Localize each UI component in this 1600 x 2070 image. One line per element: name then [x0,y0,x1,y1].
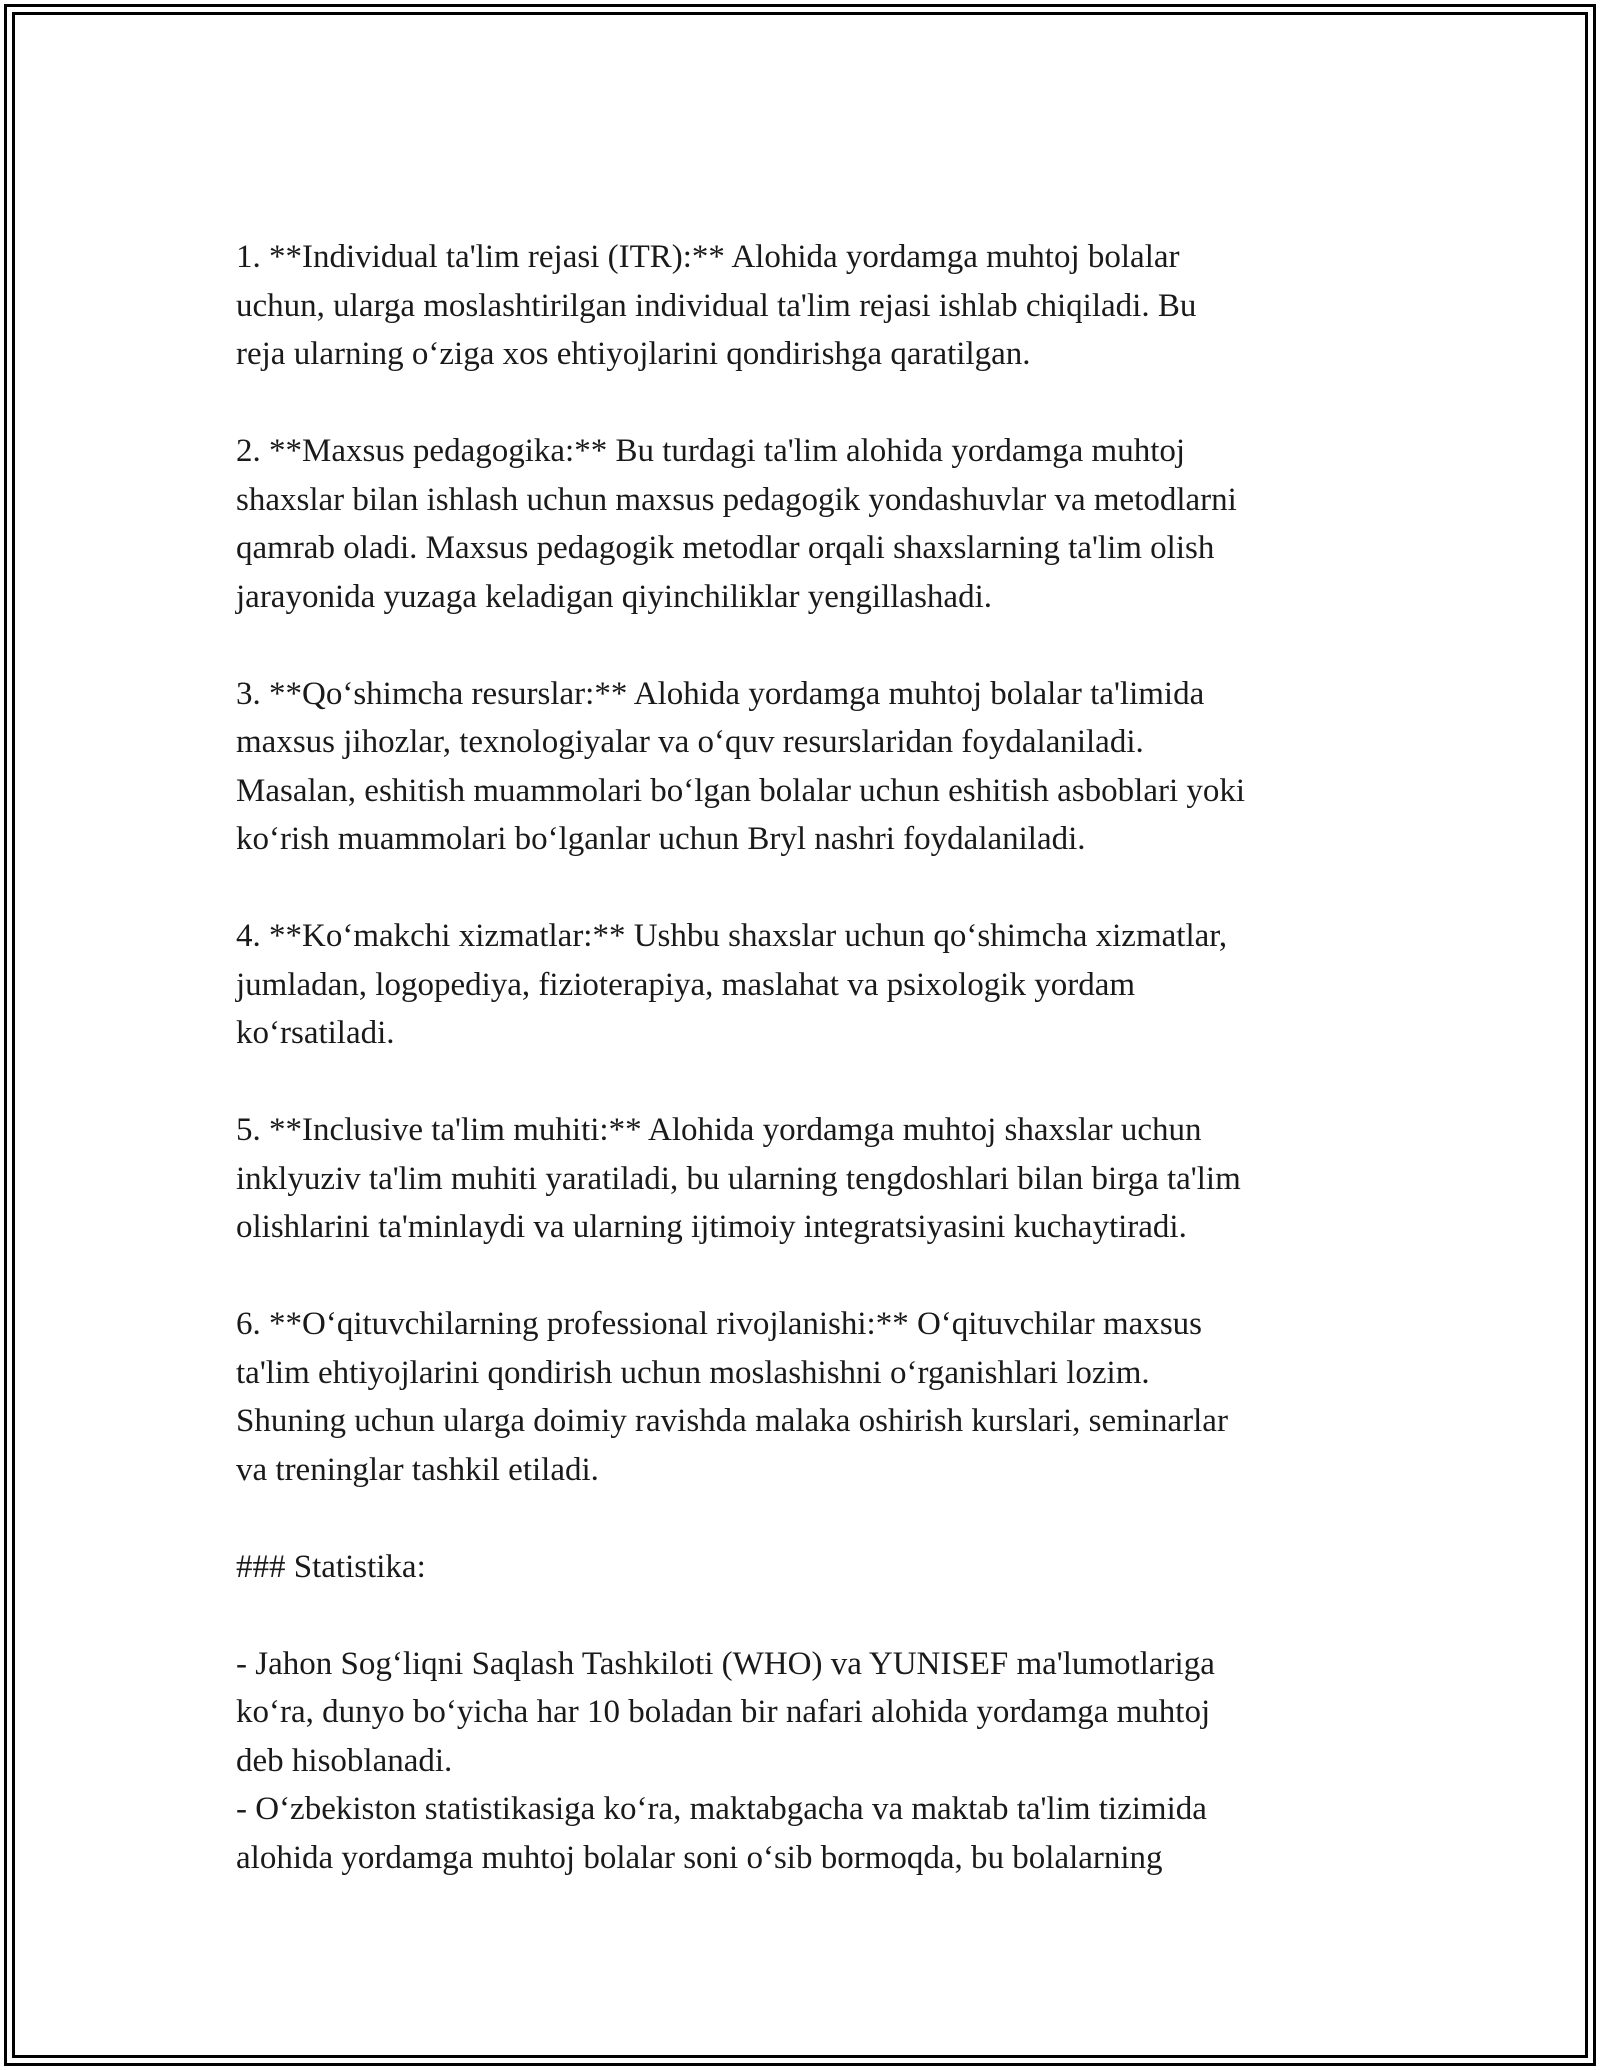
list-item: 1. **Individual ta'lim rejasi (ITR):** Alohida yordamga muhtoj bolalar uchun, ularga moslashtirilgan individual ta'lim rejasi ishlab chiqiladi. Bu reja ularning o‘ziga xos ehtiyojlarini qondirishga qaratilgan. [236,239,1197,372]
list-item: 4. **Ko‘makchi xizmatlar:** Ushbu shaxslar uchun qo‘shimcha xizmatlar, jumladan, logopediya, fizioterapiya, maslahat va psixologik yordam ko‘rsatiladi. [236,918,1228,1051]
list-item: 5. **Inclusive ta'lim muhiti:** Alohida yordamga muhtoj shaxslar uchun inklyuziv ta'lim muhiti yaratiladi, bu ularning tengdoshlari bilan birga ta'lim olishlarini ta'minlaydi va ularning ijtimoiy integratsiyasini kuchaytiradi. [236,1112,1241,1245]
list-item: 3. **Qo‘shimcha resurslar:** Alohida yordamga muhtoj bolalar ta'limida maxsus jihozlar, texnologiyalar va o‘quv resurslaridan foydalaniladi. Masalan, eshitish muammolari bo‘lgan bolalar uchun eshitish asboblari yoki ko‘rish muammolari bo‘lganlar uchun Bryl nashri foydalaniladi. [236,675,1246,857]
paragraph-gap [236,1591,1396,1640]
paragraph-gap [236,621,1396,670]
bullet-item: - O‘zbekiston statistikasiga ko‘ra, maktabgacha va maktab ta'lim tizimida alohida yordamga muhtoj bolalar soni o‘sib bormoqda, bu bolalarning [236,1791,1207,1876]
paragraph-gap [236,1494,1396,1543]
bullet-item: - Jahon Sog‘liqni Saqlash Tashkiloti (WHO) va YUNISEF ma'lumotlariga ko‘ra, dunyo bo‘yicha har 10 boladan bir nafari alohida yordamga muhtoj deb hisoblanadi. [236,1645,1215,1779]
paragraph-gap [236,1252,1396,1301]
list-item: 6. **O‘qituvchilarning professional rivojlanishi:** O‘qituvchilar maxsus ta'lim ehtiyojlarini qondirish uchun moslashishni o‘rganishlari lozim. Shuning uchun ularga doimiy ravishda malaka oshirish kurslari, seminarlar va treninglar tashkil etiladi. [236,1306,1228,1488]
paragraph-gap [236,1058,1396,1107]
section-heading: ### Statistika: [236,1548,426,1585]
list-item: 2. **Maxsus pedagogika:** Bu turdagi ta'lim alohida yordamga muhtoj shaxslar bilan ishlash uchun maxsus pedagogik yondashuvlar va metodlarni qamrab oladi. Maxsus pedagogik metodlar orqali shaxslarning ta'lim olish jarayonida yuzaga keladigan qiyinchiliklar yengillashadi. [236,433,1237,615]
paragraph-gap [236,379,1396,428]
document-body [236,233,1396,1882]
paragraph-gap [236,864,1396,913]
